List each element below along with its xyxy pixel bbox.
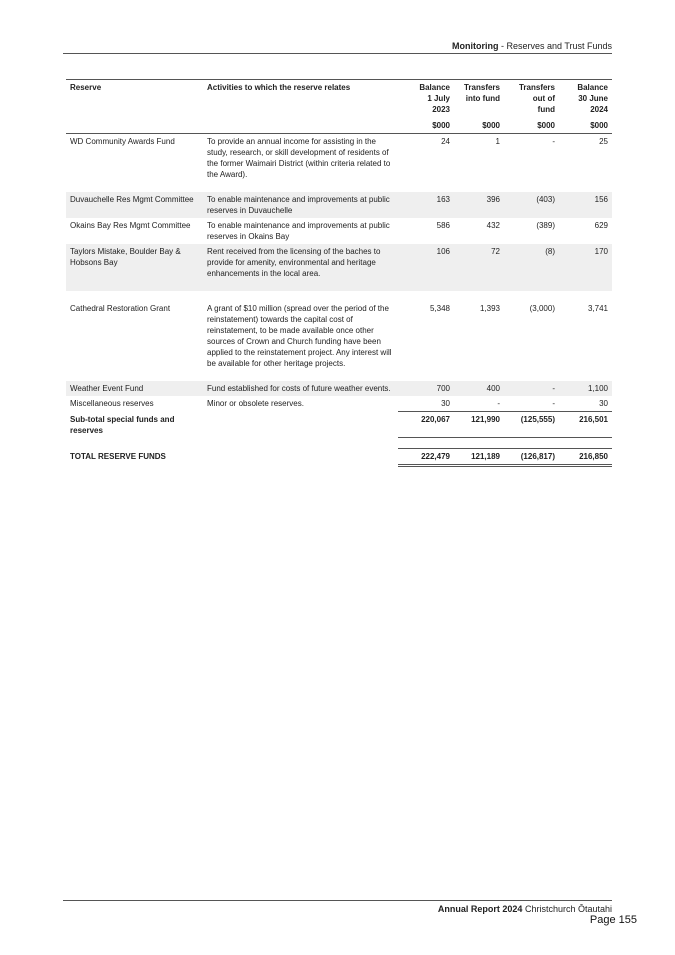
balance-close: 170 bbox=[559, 244, 612, 281]
reserve-name: Cathedral Restoration Grant bbox=[70, 304, 171, 313]
reserve-activity: To enable maintenance and improvements at public reserves in Okains Bay bbox=[207, 221, 390, 241]
reserve-activity: Rent received from the licensing of the baches to provide for amenity, environmental and heritage enhancements in the local area. bbox=[203, 244, 398, 281]
reserves-table bbox=[66, 79, 612, 467]
transfers-in: 1,393 bbox=[479, 304, 500, 313]
table-row bbox=[66, 218, 612, 244]
table-row bbox=[66, 134, 612, 183]
table-row bbox=[66, 396, 612, 412]
balance-open: 106 bbox=[398, 244, 454, 281]
balance-close: 1,100 bbox=[559, 381, 612, 396]
page-header bbox=[63, 40, 612, 52]
reserve-name: Weather Event Fund bbox=[66, 381, 203, 396]
col-balance-open: Balance 1 July 2023 bbox=[398, 80, 454, 116]
page-number: Page 155 bbox=[589, 914, 637, 926]
subtotal-open: 220,067 bbox=[398, 412, 454, 438]
col-activities: Activities to which the reserve relates bbox=[203, 80, 398, 116]
total-out: (126,817) bbox=[504, 449, 559, 466]
balance-close: 156 bbox=[559, 192, 612, 218]
header-rule bbox=[63, 53, 612, 54]
transfers-out: (389) bbox=[536, 221, 555, 230]
total-close: 216,850 bbox=[559, 449, 612, 466]
balance-open: 30 bbox=[441, 399, 450, 408]
transfers-out: (8) bbox=[504, 244, 559, 281]
table-row bbox=[66, 301, 612, 371]
table-row bbox=[66, 192, 612, 218]
unit-label: $000 bbox=[504, 115, 559, 134]
total-row bbox=[66, 449, 612, 466]
transfers-out: (403) bbox=[504, 192, 559, 218]
transfers-in: 400 bbox=[454, 381, 504, 396]
balance-open: 5,348 bbox=[429, 304, 450, 313]
balance-close: 25 bbox=[599, 137, 608, 146]
reserve-activity: To provide an annual income for assisting in the study, research, or skill development of residents of the former Waimairi District (within criteria related to the Award). bbox=[207, 137, 391, 179]
reserve-name: Duvauchelle Res Mgmt Committee bbox=[66, 192, 203, 218]
transfers-in: 432 bbox=[486, 221, 500, 230]
reserve-name: WD Community Awards Fund bbox=[70, 137, 175, 146]
subtotal-in: 121,990 bbox=[454, 412, 504, 438]
balance-open: 24 bbox=[441, 137, 450, 146]
reserve-activity: A grant of $10 million (spread over the period of the reinstatement) towards the capital cost of reinstatement, to be made available once other sources of Crown and Church funding have been applied to the reinstatement project. Any interest will be available for other heritage projects. bbox=[207, 304, 392, 368]
total-open: 222,479 bbox=[398, 449, 454, 466]
table-row bbox=[66, 244, 612, 281]
footer-rule bbox=[63, 900, 612, 901]
reserve-activity: To enable maintenance and improvements at public reserves in Duvauchelle bbox=[203, 192, 398, 218]
col-balance-close: Balance 30 June 2024 bbox=[559, 80, 612, 116]
col-reserve: Reserve bbox=[66, 80, 203, 116]
subtotal-label: Sub-total special funds and reserves bbox=[70, 414, 175, 435]
transfers-out: (3,000) bbox=[529, 304, 555, 313]
balance-open: 586 bbox=[436, 221, 450, 230]
reserve-name: Okains Bay Res Mgmt Committee bbox=[70, 221, 191, 230]
table-row bbox=[66, 381, 612, 396]
transfers-in: 396 bbox=[454, 192, 504, 218]
balance-close: 3,741 bbox=[587, 304, 608, 313]
balance-close: 30 bbox=[599, 399, 608, 408]
reserve-activity: Fund established for costs of future weather events. bbox=[203, 381, 398, 396]
transfers-out: - bbox=[552, 399, 555, 408]
transfers-in: - bbox=[497, 399, 500, 408]
balance-close: 629 bbox=[594, 221, 608, 230]
reserve-name: Taylors Mistake, Boulder Bay & Hobsons Bay bbox=[66, 244, 203, 281]
unit-label: $000 bbox=[398, 115, 454, 134]
col-transfers-in: Transfers into fund bbox=[454, 80, 504, 116]
total-in: 121,189 bbox=[454, 449, 504, 466]
transfers-out: - bbox=[552, 137, 555, 146]
reserve-name: Miscellaneous reserves bbox=[70, 399, 154, 408]
transfers-in: 1 bbox=[495, 137, 500, 146]
col-transfers-out: Transfers out of fund bbox=[504, 80, 559, 116]
transfers-out: - bbox=[504, 381, 559, 396]
subtotal-close: 216,501 bbox=[559, 412, 612, 438]
balance-open: 163 bbox=[398, 192, 454, 218]
header-section: Monitoring bbox=[451, 41, 499, 51]
unit-label: $000 bbox=[454, 115, 504, 134]
reserve-activity: Minor or obsolete reserves. bbox=[207, 399, 304, 408]
footer-report: Annual Report 2024 bbox=[437, 904, 523, 914]
unit-label: $000 bbox=[559, 115, 612, 134]
balance-open: 700 bbox=[398, 381, 454, 396]
subtotal-row bbox=[66, 412, 612, 438]
transfers-in: 72 bbox=[454, 244, 504, 281]
total-label: TOTAL RESERVE FUNDS bbox=[70, 451, 166, 461]
table-header-row bbox=[66, 80, 612, 116]
page-footer bbox=[63, 903, 612, 915]
subtotal-out: (125,555) bbox=[504, 412, 559, 438]
units-row bbox=[66, 115, 612, 134]
header-subtitle: - Reserves and Trust Funds bbox=[498, 41, 612, 51]
footer-org: Christchurch Ōtautahi bbox=[522, 904, 612, 914]
